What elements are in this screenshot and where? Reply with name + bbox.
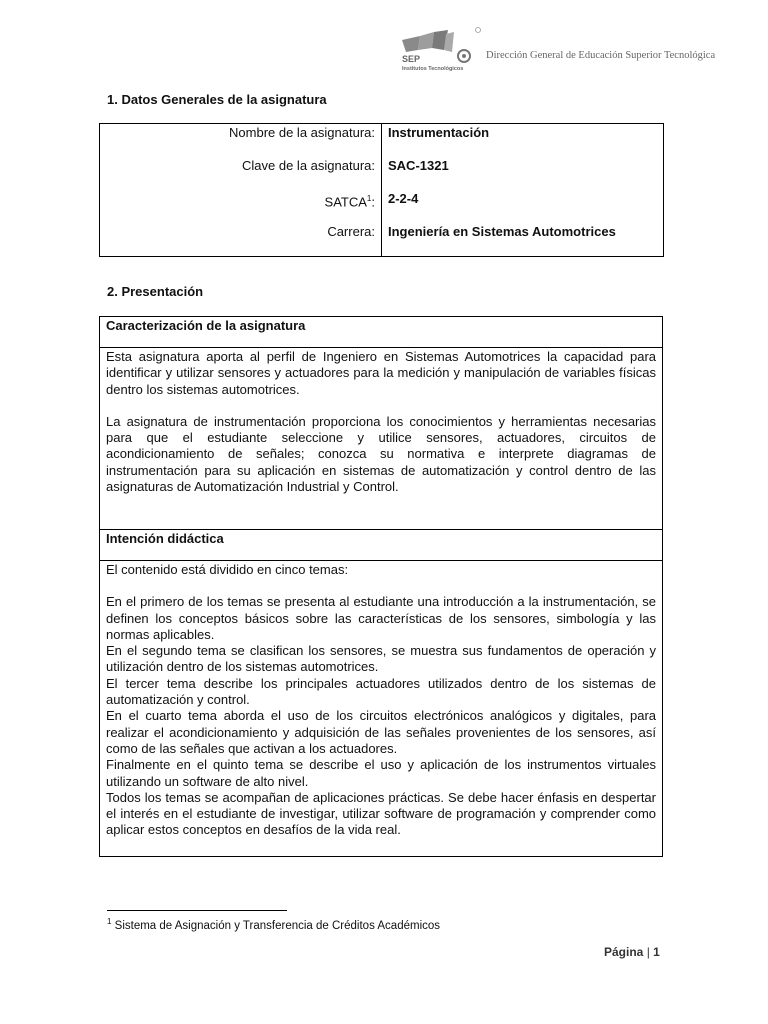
svg-text:SEP: SEP — [402, 54, 421, 64]
label-carrera: Carrera: — [327, 224, 375, 239]
footnote — [107, 917, 440, 932]
footnote-divider — [107, 910, 287, 911]
intencion-paragraph-6: Finalmente en el quinto tema se describe el uso y aplicación de los instrumentos virtuales utilizando un software de alto nivel. — [106, 757, 656, 789]
page-number: Página | 1 — [604, 945, 660, 959]
value-satca: 2-2-4 — [388, 191, 419, 206]
intencion-paragraph-1: El contenido está dividido en cinco temas: — [106, 562, 349, 577]
value-nombre: Instrumentación — [388, 125, 490, 140]
intencion-header — [99, 529, 663, 561]
label-satca: SATCA$^1$: — [324, 194, 375, 210]
intencion-paragraph-3: En el segundo tema se clasifican los sensores, se muestra sus fundamentos de operación y utilización dentro de los sistemas automotrices. — [106, 643, 656, 675]
general-data-table — [99, 123, 664, 257]
intencion-paragraph-7: Todos los temas se acompañan de aplicaciones prácticas. Se debe hacer énfasis en despertar el interés en el estudiante de investigar, utilizar software de programación y comprender como aplicar estos conceptos en desafíos de la vida real. — [106, 789, 656, 838]
value-carrera: Ingeniería en Sistemas Automotrices — [388, 224, 616, 239]
intencion-heading: Intención didáctica — [106, 531, 224, 546]
caracterizacion-paragraph-1: Esta asignatura aporta al perfil de Ingeniero en Sistemas Automotrices la capacidad para identificar y utilizar sensores y actuadores para la medición y manipulación de variables físicas dentro los sistemas automotrices. — [106, 349, 656, 397]
intencion-paragraph-4: El tercer tema describe los principales actuadores utilizados dentro de los sistemas de automatización y control. — [106, 675, 656, 708]
caracterizacion-body — [99, 347, 663, 530]
footnote-text: Sistema de Asignación y Transferencia de Créditos Académicos — [114, 919, 441, 932]
intencion-paragraph-2: En el primero de los temas se presenta al estudiante una introducción a la instrumentación, se definen los conceptos básicos sobre las características de los sensores, simbología y las normas aplicables. — [106, 594, 656, 642]
intencion-paragraph-5: En el cuarto tema aborda el uso de los circuitos electrónicos analógicos y digitales, para realizar el acondicionamiento y adquisición de las señales provenientes de los sensores, así como de las señales que activan a los actuadores. — [106, 708, 656, 756]
caracterizacion-paragraph-2: La asignatura de instrumentación proporciona los conocimientos y herramientas necesarias para que el estudiante seleccione y utilice sensores, actuadores, circuitos de acondicionamiento de señales; conozca su normativa e interprete diagramas de instrumentación para su aplicación en sistemas de automatización y control dentro de las asignaturas de Automatización Industrial y Control. — [106, 413, 656, 495]
label-nombre: Nombre de la asignatura: — [229, 125, 375, 140]
section-2-title: 2. Presentación — [107, 284, 204, 299]
page-header — [398, 22, 738, 72]
value-clave: SAC-1321 — [388, 158, 449, 173]
intencion-body — [99, 560, 663, 857]
footnote-number: 1 — [107, 917, 112, 926]
labels-column — [100, 124, 382, 257]
sep-logo — [398, 26, 482, 72]
institution-name: Dirección General de Educación Superior Tecnológica — [486, 50, 716, 61]
values-column — [382, 124, 664, 257]
svg-text:Institutos Tecnológicos: Institutos Tecnológicos — [402, 66, 464, 72]
label-clave: Clave de la asignatura: — [242, 158, 375, 173]
section-1-title: 1. Datos Generales de la asignatura — [107, 92, 327, 107]
caracterizacion-heading: Caracterización de la asignatura — [106, 318, 306, 333]
caracterizacion-header — [99, 316, 663, 348]
